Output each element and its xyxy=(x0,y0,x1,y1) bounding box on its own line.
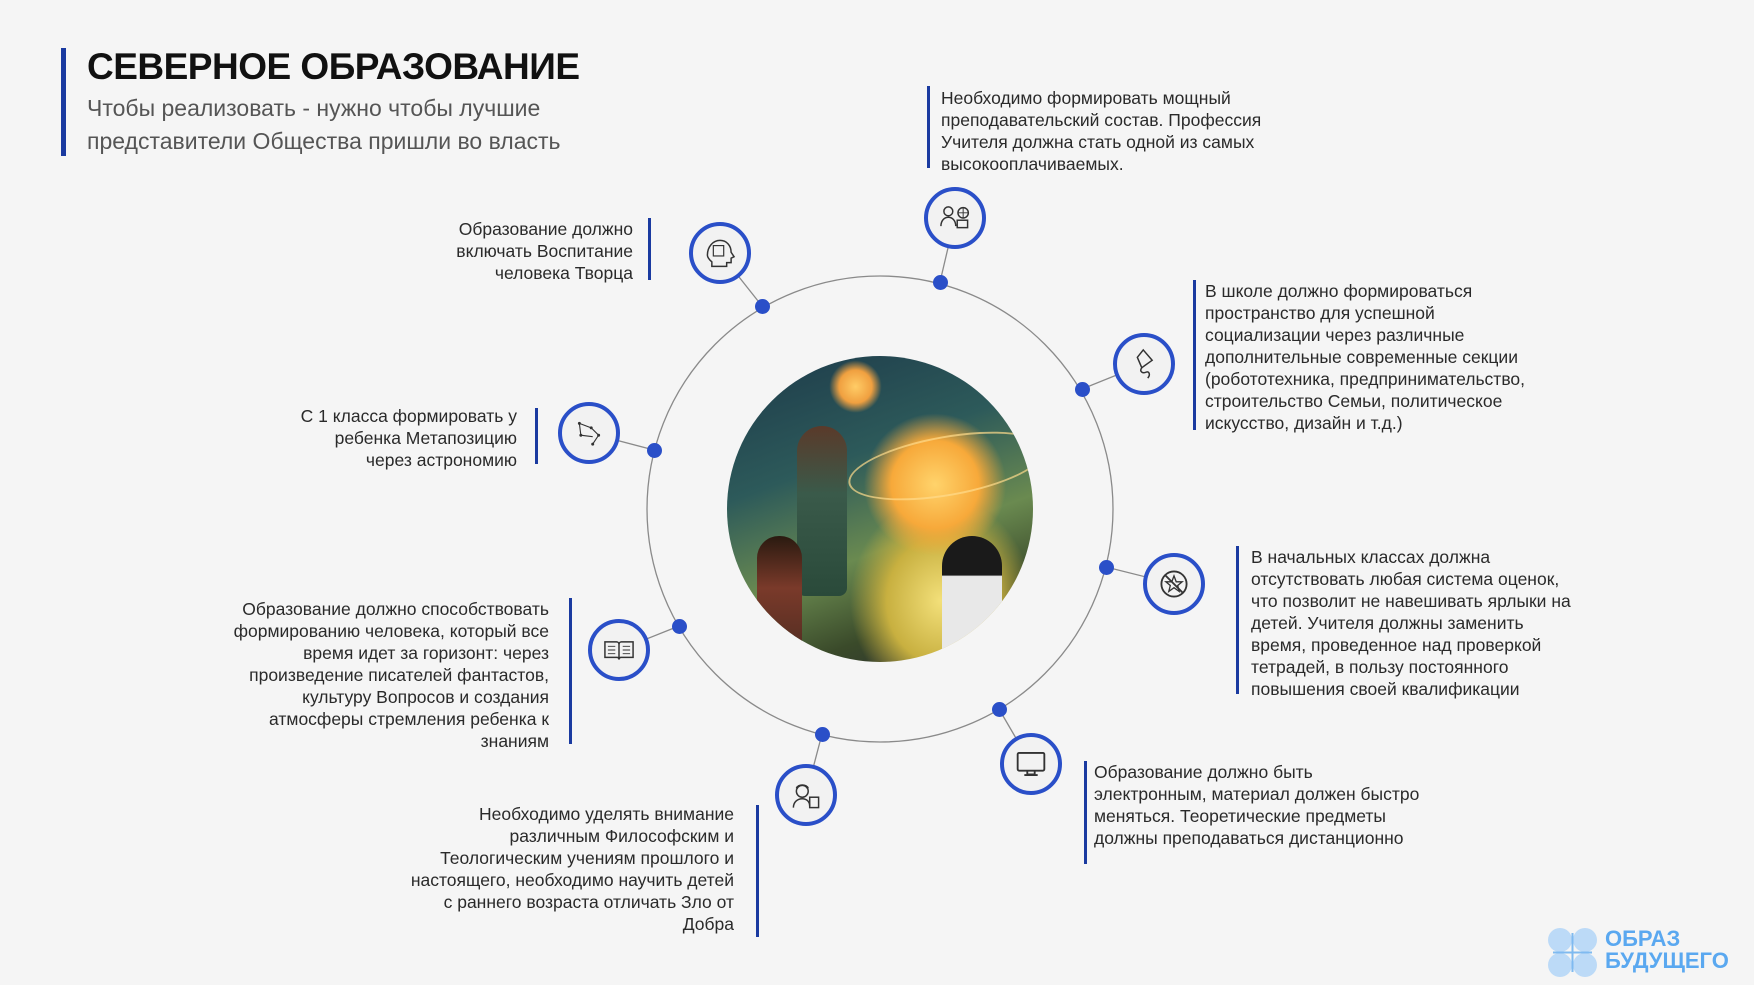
logo-flower-icon xyxy=(1545,925,1600,980)
info-text-line: различным Философским и xyxy=(509,826,734,846)
logo-line: ОБРАЗ xyxy=(1605,926,1681,951)
puzzle-head-icon xyxy=(689,222,751,284)
info-text-line: формированию человека, который все xyxy=(233,621,549,641)
classroom-illustration xyxy=(727,356,1033,662)
text-accent-bar xyxy=(1193,280,1196,430)
info-text-line: Необходимо формировать мощный xyxy=(941,88,1231,108)
info-text-line: культуру Вопросов и создания xyxy=(302,687,549,707)
info-text-line: Учителя должна стать одной из самых xyxy=(941,132,1255,152)
text-accent-bar xyxy=(1084,761,1087,864)
info-text-line: Теологическим учениям прошлого и xyxy=(440,848,734,868)
info-text-line: В школе должно формироваться xyxy=(1205,281,1473,301)
info-text-line: Образование должно быть xyxy=(1094,762,1313,782)
info-text-block xyxy=(1251,546,1571,700)
no-grades-star-icon xyxy=(1143,553,1205,615)
info-text-line: знаниям xyxy=(480,731,549,751)
text-accent-bar xyxy=(756,805,759,937)
info-text-line: Добра xyxy=(682,914,734,934)
subtitle-line: представители Общества пришли во власть xyxy=(87,128,561,154)
info-text-line: дополнительные современные секции xyxy=(1205,347,1518,367)
info-text-block xyxy=(411,803,734,935)
logo-line: БУДУЩЕГО xyxy=(1605,948,1729,973)
info-text-line: атмосферы стремления ребенка к xyxy=(269,709,549,729)
info-text-line: отсутствовать любая система оценок, xyxy=(1251,569,1560,589)
orbit-node xyxy=(992,702,1007,717)
info-text-block xyxy=(456,218,633,284)
info-text-line: включать Воспитание xyxy=(456,241,633,261)
info-text-line: Необходимо уделять внимание xyxy=(479,804,734,824)
info-text-line: Образование должно способствовать xyxy=(242,599,549,619)
orbit-node xyxy=(1099,560,1114,575)
info-text-line: пространство для успешной xyxy=(1205,303,1435,323)
info-text-line: произведение писателей фантастов, xyxy=(249,665,549,685)
page-title: СЕВЕРНОЕ ОБРАЗОВАНИЕ xyxy=(87,46,580,87)
subtitle-line: Чтобы реализовать - нужно чтобы лучшие xyxy=(87,95,541,121)
info-text-line: через астрономию xyxy=(365,450,517,470)
orbit-node xyxy=(933,275,948,290)
orbit-node xyxy=(815,727,830,742)
constellation-icon xyxy=(558,402,620,464)
info-text-line: с раннего возраста отличать Зло от xyxy=(443,892,734,912)
info-text-line: должны преподаваться дистанционно xyxy=(1094,828,1404,848)
info-text-line: детей. Учителя должны заменить xyxy=(1251,613,1524,633)
info-text-block xyxy=(1094,761,1419,849)
orbit-node xyxy=(647,443,662,458)
info-text-line: время, проведенное над проверкой xyxy=(1251,635,1542,655)
info-text-block xyxy=(234,598,549,752)
info-text-line: Образование должно xyxy=(458,219,633,239)
info-text-line: тетрадей, в пользу постоянного xyxy=(1251,657,1509,677)
info-text-block xyxy=(941,87,1261,175)
kite-icon xyxy=(1113,333,1175,395)
info-text-line: В начальных классах должна xyxy=(1251,547,1491,567)
info-text-line: меняться. Теоретические предметы xyxy=(1094,806,1387,826)
info-text-line: высокооплачиваемых. xyxy=(941,154,1124,174)
info-text-line: С 1 класса формировать у xyxy=(300,406,517,426)
info-text-line: время идет за горизонт: через xyxy=(303,643,549,663)
orbit-node xyxy=(755,299,770,314)
info-text-line: настоящего, необходимо научить детей xyxy=(410,870,734,890)
info-text-line: ребенка Метапозицию xyxy=(334,428,517,448)
text-accent-bar xyxy=(1236,546,1239,694)
text-accent-bar xyxy=(569,598,572,744)
text-accent-bar xyxy=(927,86,930,168)
info-text-line: что позволит не навешивать ярлыки на xyxy=(1251,591,1571,611)
orbit-node xyxy=(672,619,687,634)
teacher-globe-icon xyxy=(924,187,986,249)
logo-text xyxy=(1605,928,1729,972)
text-accent-bar xyxy=(648,218,651,280)
open-book-icon xyxy=(588,619,650,681)
info-text-line: строительство Семьи, политическое xyxy=(1205,391,1503,411)
orbit-node xyxy=(1075,382,1090,397)
info-text-block xyxy=(301,405,517,471)
info-text-line: человека Творца xyxy=(494,263,633,283)
student-reading-icon xyxy=(775,764,837,826)
info-text-block xyxy=(1205,280,1525,434)
monitor-icon xyxy=(1000,733,1062,795)
info-text-line: социализации через различные xyxy=(1205,325,1465,345)
info-text-line: преподавательский состав. Профессия xyxy=(941,110,1262,130)
info-text-line: повышения своей квалификации xyxy=(1251,679,1520,699)
info-text-line: искусство, дизайн и т.д.) xyxy=(1205,413,1403,433)
text-accent-bar xyxy=(535,408,538,464)
info-text-line: (робототехника, предпринимательство, xyxy=(1205,369,1526,389)
info-text-line: электронным, материал должен быстро xyxy=(1094,784,1420,804)
